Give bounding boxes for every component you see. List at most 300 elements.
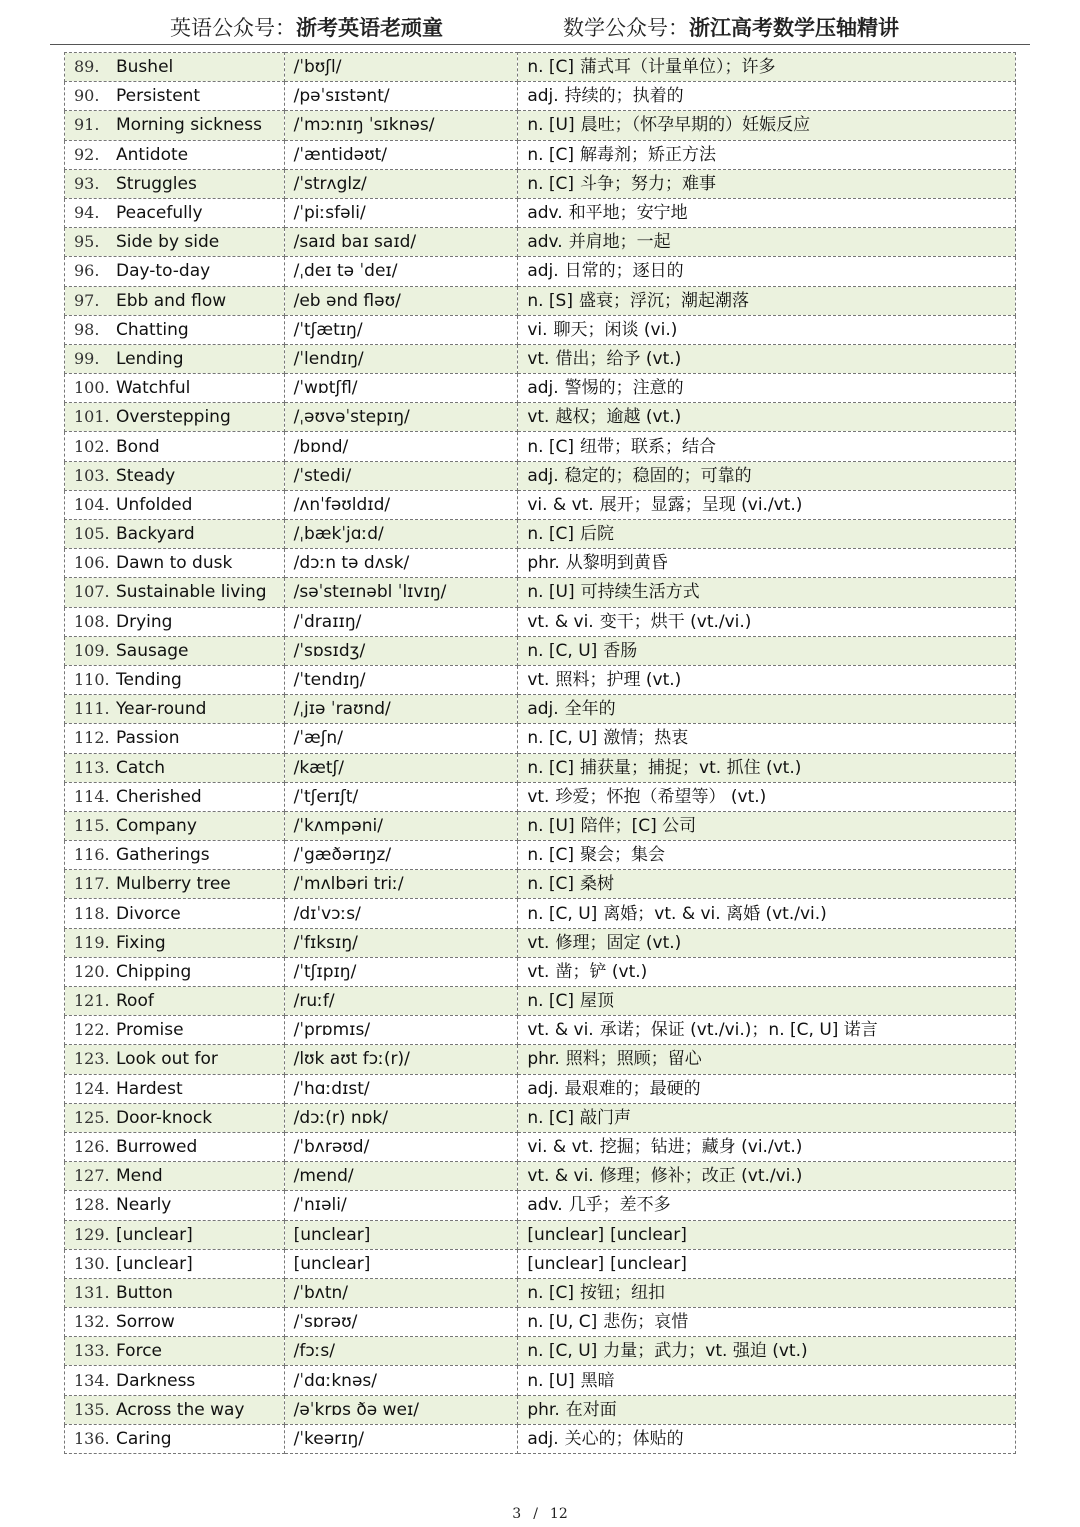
entry-number: 97. <box>74 290 100 310</box>
meaning-cell <box>518 1045 1016 1074</box>
phonetic-text: /ˈprɒmɪs/ <box>293 1020 371 1041</box>
part-of-speech: n. [S] <box>527 290 573 311</box>
phonetic-text: /ˈhɑːdɪst/ <box>293 1078 370 1099</box>
phonetic-cell <box>284 169 518 198</box>
word-cell <box>65 695 285 724</box>
entry-number: 131. <box>74 1282 110 1302</box>
vocab-row <box>65 899 1016 928</box>
word-text: Tending <box>116 670 182 691</box>
part-of-speech: phr. <box>527 1049 560 1070</box>
phonetic-cell <box>284 928 518 957</box>
part-of-speech: n. [C] <box>527 874 575 895</box>
vocab-row <box>65 1132 1016 1161</box>
part-of-speech: adv. <box>527 203 563 224</box>
meaning-text: 离婚；vt. & vi. 离婚 (vt./vi.) <box>603 903 827 924</box>
phonetic-text: /ˈsɒrəʊ/ <box>293 1312 358 1333</box>
meaning-text: 捕获量；捕捉；vt. 抓住 (vt.) <box>580 757 802 778</box>
english-account-name: 浙考英语老顽童 <box>296 16 443 40</box>
meaning-text: 力量；武力；vt. 强迫 (vt.) <box>603 1341 808 1362</box>
phonetic-text: /ˈtendɪŋ/ <box>293 670 366 691</box>
meaning-text: 照料；护理 (vt.) <box>555 670 682 691</box>
meaning-text: 从黎明到黄昏 <box>565 553 668 574</box>
phonetic-text: /səˈsteɪnəbl ˈlɪvɪŋ/ <box>293 582 447 603</box>
meaning-cell <box>518 695 1016 724</box>
phonetic-text: /saɪd baɪ saɪd/ <box>293 232 417 253</box>
word-cell <box>65 169 285 198</box>
part-of-speech: vi. <box>527 319 548 340</box>
entry-number: 107. <box>74 582 110 602</box>
meaning-cell <box>518 169 1016 198</box>
meaning-cell <box>518 899 1016 928</box>
meaning-text: 敲门声 <box>580 1107 632 1128</box>
word-text: Steady <box>116 465 176 486</box>
word-text: Dawn to dusk <box>116 553 233 574</box>
phonetic-text: /ˈwɒtʃfl/ <box>293 378 358 399</box>
vocab-row <box>65 1337 1016 1366</box>
vocab-row <box>65 1424 1016 1453</box>
part-of-speech: vt. & vi. <box>527 1020 594 1041</box>
part-of-speech: adj. <box>527 465 559 486</box>
word-text: Overstepping <box>116 407 231 428</box>
word-cell <box>65 841 285 870</box>
word-text: Look out for <box>116 1049 218 1070</box>
phonetic-cell <box>284 198 518 227</box>
meaning-text: 聊天；闲谈 (vi.) <box>553 319 678 340</box>
phonetic-cell <box>284 665 518 694</box>
meaning-text: 持续的；执着的 <box>564 86 684 107</box>
phonetic-cell <box>284 1366 518 1395</box>
word-text: Bushel <box>116 57 174 78</box>
meaning-text: 在对面 <box>565 1399 617 1420</box>
phonetic-text: /ˈkeərɪŋ/ <box>293 1428 364 1449</box>
part-of-speech: adj. <box>527 1428 559 1449</box>
part-of-speech: adj. <box>527 699 559 720</box>
math-account-label: 数学公众号：浙江高考数学压轴精讲 <box>563 16 899 40</box>
meaning-text: 桑树 <box>580 874 615 895</box>
entry-number: 95. <box>74 232 100 252</box>
vocab-row <box>65 82 1016 111</box>
phonetic-cell <box>284 1424 518 1453</box>
part-of-speech: n. [U] <box>527 815 575 836</box>
vocab-row <box>65 1220 1016 1249</box>
meaning-cell <box>518 987 1016 1016</box>
word-text: Chipping <box>116 961 192 982</box>
word-text: Day-to-day <box>116 261 211 282</box>
vocab-row <box>65 520 1016 549</box>
word-cell <box>65 53 285 82</box>
phonetic-text: /ˈgæðərɪŋz/ <box>293 845 392 866</box>
word-cell <box>65 1308 285 1337</box>
word-text: Door-knock <box>116 1107 213 1128</box>
word-cell <box>65 753 285 782</box>
meaning-cell <box>518 928 1016 957</box>
phonetic-cell <box>284 82 518 111</box>
phonetic-text: /ˌjɪə ˈraʊnd/ <box>293 699 391 720</box>
meaning-cell <box>518 1132 1016 1161</box>
vocab-row <box>65 1074 1016 1103</box>
meaning-cell <box>518 1191 1016 1220</box>
vocab-row <box>65 111 1016 140</box>
entry-number: 108. <box>74 611 110 631</box>
meaning-text: 挖掘；钻进；藏身 (vi./vt.) <box>599 1137 803 1158</box>
phonetic-text: /kætʃ/ <box>293 757 344 778</box>
vocab-row <box>65 1016 1016 1045</box>
phonetic-cell <box>284 111 518 140</box>
meaning-cell <box>518 461 1016 490</box>
vocab-row <box>65 957 1016 986</box>
entry-number: 132. <box>74 1312 110 1332</box>
phonetic-text: /mend/ <box>293 1166 354 1187</box>
phonetic-text: /ʌnˈfəʊldɪd/ <box>293 494 391 515</box>
part-of-speech: vt. & vi. <box>527 1166 594 1187</box>
word-text: Ebb and flow <box>116 290 227 311</box>
phonetic-text: /ˈdɑːknəs/ <box>293 1370 377 1391</box>
meaning-cell <box>518 1162 1016 1191</box>
part-of-speech: n. [C] <box>527 845 575 866</box>
part-of-speech: n. [U, C] <box>527 1312 598 1333</box>
vocab-row <box>65 315 1016 344</box>
word-cell <box>65 82 285 111</box>
part-of-speech: n. [C, U] <box>527 728 598 749</box>
vocab-row <box>65 987 1016 1016</box>
meaning-cell <box>518 198 1016 227</box>
vocab-row <box>65 169 1016 198</box>
word-text: Backyard <box>116 524 195 545</box>
entry-number: 118. <box>74 903 110 923</box>
vocab-row <box>65 870 1016 899</box>
phonetic-text: /ˈpiːsfəli/ <box>293 203 366 224</box>
word-text: Unfolded <box>116 494 193 515</box>
part-of-speech: vt. <box>527 348 550 369</box>
meaning-cell <box>518 432 1016 461</box>
phonetic-text: /pəˈsɪstənt/ <box>293 86 390 107</box>
word-text: Across the way <box>116 1399 245 1420</box>
meaning-cell <box>518 841 1016 870</box>
meaning-text: [unclear] <box>610 1253 687 1274</box>
part-of-speech: n. [C] <box>527 991 575 1012</box>
phonetic-cell <box>284 987 518 1016</box>
meaning-text: 后院 <box>580 524 615 545</box>
word-text: Lending <box>116 348 184 369</box>
phonetic-cell <box>284 257 518 286</box>
phonetic-cell <box>284 140 518 169</box>
vocab-row <box>65 1191 1016 1220</box>
phonetic-cell <box>284 374 518 403</box>
meaning-cell <box>518 53 1016 82</box>
word-text: Darkness <box>116 1370 196 1391</box>
phonetic-text: /ˈlendɪŋ/ <box>293 348 364 369</box>
entry-number: 94. <box>74 203 100 223</box>
meaning-text: 屋顶 <box>580 991 615 1012</box>
meaning-cell <box>518 1308 1016 1337</box>
word-text: Chatting <box>116 319 189 340</box>
meaning-text: 关心的；体贴的 <box>564 1428 684 1449</box>
phonetic-text: /ruːf/ <box>293 991 335 1012</box>
part-of-speech: vi. & vt. <box>527 1137 594 1158</box>
phonetic-text: /ˈsɒsɪdʒ/ <box>293 640 366 661</box>
part-of-speech: n. [C] <box>527 57 575 78</box>
word-text: Roof <box>116 991 154 1012</box>
meaning-cell <box>518 1074 1016 1103</box>
word-cell <box>65 899 285 928</box>
entry-number: 112. <box>74 728 110 748</box>
meaning-text: 黑暗 <box>580 1370 615 1391</box>
part-of-speech: phr. <box>527 553 560 574</box>
vocab-row <box>65 374 1016 403</box>
word-text: Persistent <box>116 86 201 107</box>
part-of-speech: n. [C] <box>527 1107 575 1128</box>
entry-number: 125. <box>74 1107 110 1127</box>
word-cell <box>65 1249 285 1278</box>
phonetic-cell <box>284 1016 518 1045</box>
word-text: Cherished <box>116 786 202 807</box>
phonetic-text: /ˈfɪksɪŋ/ <box>293 932 358 953</box>
phonetic-text: /bɒnd/ <box>293 436 349 457</box>
word-text: Watchful <box>116 378 191 399</box>
entry-number: 114. <box>74 786 110 806</box>
word-cell <box>65 665 285 694</box>
word-text: Mulberry tree <box>116 874 231 895</box>
phonetic-cell <box>284 1074 518 1103</box>
entry-number: 106. <box>74 553 110 573</box>
entry-number: 110. <box>74 670 110 690</box>
vocab-row <box>65 53 1016 82</box>
meaning-text: 聚会；集会 <box>580 845 666 866</box>
phonetic-cell <box>284 1045 518 1074</box>
meaning-text: 凿；铲 (vt.) <box>555 961 648 982</box>
phonetic-text: /dɔːn tə dʌsk/ <box>293 553 410 574</box>
word-text: Drying <box>116 611 173 632</box>
phonetic-cell <box>284 724 518 753</box>
meaning-text: 和平地；安宁地 <box>568 203 688 224</box>
phonetic-cell <box>284 957 518 986</box>
meaning-text: 变干；烘干 (vt./vi.) <box>599 611 752 632</box>
entry-number: 128. <box>74 1195 110 1215</box>
meaning-cell <box>518 228 1016 257</box>
part-of-speech: n. [C] <box>527 144 575 165</box>
word-cell <box>65 870 285 899</box>
meaning-text: 解毒剂；矫正方法 <box>580 144 717 165</box>
word-cell <box>65 520 285 549</box>
phonetic-text: [unclear] <box>293 1253 371 1274</box>
meaning-text: 稳定的；稳固的；可靠的 <box>564 465 752 486</box>
meaning-text: 陪伴；[C] 公司 <box>580 815 697 836</box>
word-text: Button <box>116 1282 173 1303</box>
vocab-row <box>65 549 1016 578</box>
word-cell <box>65 1220 285 1249</box>
phonetic-cell <box>284 870 518 899</box>
phonetic-text: /ˈbʊʃl/ <box>293 57 342 78</box>
word-cell <box>65 228 285 257</box>
phonetic-text: /ˈtʃætɪŋ/ <box>293 319 363 340</box>
word-cell <box>65 1191 285 1220</box>
phonetic-text: /fɔːs/ <box>293 1341 335 1362</box>
entry-number: 100. <box>74 378 110 398</box>
part-of-speech: n. [U] <box>527 582 575 603</box>
entry-number: 109. <box>74 640 110 660</box>
part-of-speech: vt. <box>527 961 550 982</box>
entry-number: 101. <box>74 407 110 427</box>
phonetic-cell <box>284 432 518 461</box>
entry-number: 104. <box>74 494 110 514</box>
part-of-speech: adj. <box>527 261 559 282</box>
meaning-text: 越权；逾越 (vt.) <box>555 407 682 428</box>
entry-number: 133. <box>74 1341 110 1361</box>
part-of-speech: vt. <box>527 786 550 807</box>
meaning-cell <box>518 636 1016 665</box>
meaning-text: 珍爱；怀抱（希望等） (vt.) <box>555 786 767 807</box>
word-cell <box>65 315 285 344</box>
meaning-cell <box>518 1220 1016 1249</box>
total-pages: 12 <box>549 1506 568 1522</box>
vocabulary-table-body <box>65 53 1016 1454</box>
vocab-row <box>65 490 1016 519</box>
entry-number: 116. <box>74 845 110 865</box>
word-text: [unclear] <box>116 1224 193 1245</box>
phonetic-cell <box>284 490 518 519</box>
meaning-text: 最艰难的；最硬的 <box>564 1078 701 1099</box>
vocab-row <box>65 753 1016 782</box>
phonetic-cell <box>284 1191 518 1220</box>
meaning-cell <box>518 315 1016 344</box>
vocab-row <box>65 695 1016 724</box>
word-text: Burrowed <box>116 1137 198 1158</box>
word-cell <box>65 403 285 432</box>
meaning-text: [unclear] <box>610 1224 687 1245</box>
phonetic-text: /ˌəʊvəˈstepɪŋ/ <box>293 407 410 428</box>
word-text: Sorrow <box>116 1312 175 1333</box>
phonetic-text: [unclear] <box>293 1224 371 1245</box>
part-of-speech: adj. <box>527 378 559 399</box>
vocab-row <box>65 1045 1016 1074</box>
phonetic-text: /dɔː(r) nɒk/ <box>293 1107 388 1128</box>
word-text: Company <box>116 815 197 836</box>
word-cell <box>65 928 285 957</box>
word-cell <box>65 1395 285 1424</box>
meaning-text: 全年的 <box>564 699 616 720</box>
part-of-speech: adv. <box>527 1195 563 1216</box>
entry-number: 124. <box>74 1078 110 1098</box>
word-cell <box>65 140 285 169</box>
phonetic-text: /ˈkʌmpəni/ <box>293 815 383 836</box>
part-of-speech: n. [C] <box>527 436 575 457</box>
meaning-cell <box>518 724 1016 753</box>
phonetic-cell <box>284 228 518 257</box>
entry-number: 102. <box>74 436 110 456</box>
word-cell <box>65 286 285 315</box>
phonetic-cell <box>284 841 518 870</box>
word-cell <box>65 636 285 665</box>
meaning-text: 激情；热衷 <box>603 728 689 749</box>
word-cell <box>65 432 285 461</box>
entry-number: 134. <box>74 1370 110 1390</box>
meaning-cell <box>518 1337 1016 1366</box>
entry-number: 121. <box>74 991 110 1011</box>
word-cell <box>65 1074 285 1103</box>
word-text: Caring <box>116 1428 172 1449</box>
meaning-text: 几乎；差不多 <box>568 1195 671 1216</box>
phonetic-cell <box>284 753 518 782</box>
phonetic-cell <box>284 1132 518 1161</box>
word-text: Side by side <box>116 232 220 253</box>
phonetic-text: /ˈtʃerɪʃt/ <box>293 786 359 807</box>
part-of-speech: n. [U] <box>527 1370 575 1391</box>
phonetic-cell <box>284 636 518 665</box>
meaning-text: 蒲式耳（计量单位）；许多 <box>580 57 776 78</box>
entry-number: 135. <box>74 1399 110 1419</box>
vocab-row <box>65 928 1016 957</box>
word-cell <box>65 1016 285 1045</box>
entry-number: 127. <box>74 1166 110 1186</box>
meaning-cell <box>518 1366 1016 1395</box>
meaning-text: 修理；固定 (vt.) <box>555 932 682 953</box>
vocab-row <box>65 461 1016 490</box>
phonetic-cell <box>284 315 518 344</box>
part-of-speech: vt. <box>527 407 550 428</box>
word-text: Mend <box>116 1166 163 1187</box>
phonetic-text: /ˈstedi/ <box>293 465 352 486</box>
phonetic-text: /ˈæʃn/ <box>293 728 343 749</box>
entry-number: 115. <box>74 815 110 835</box>
vocab-row <box>65 665 1016 694</box>
phonetic-text: /lʊk aʊt fɔː(r)/ <box>293 1049 410 1070</box>
phonetic-cell <box>284 286 518 315</box>
phonetic-cell <box>284 1103 518 1132</box>
vocab-row <box>65 1162 1016 1191</box>
meaning-text: 并肩地；一起 <box>568 232 671 253</box>
meaning-cell <box>518 111 1016 140</box>
word-text: Gatherings <box>116 845 210 866</box>
part-of-speech: n. [C] <box>527 757 575 778</box>
meaning-text: 展开；显露；呈现 (vi./vt.) <box>599 494 803 515</box>
phonetic-text: /ˈbʌrəʊd/ <box>293 1137 370 1158</box>
vocab-row <box>65 841 1016 870</box>
phonetic-cell <box>284 607 518 636</box>
word-text: Bond <box>116 436 160 457</box>
word-cell <box>65 1424 285 1453</box>
entry-number: 113. <box>74 757 110 777</box>
phonetic-text: /ˈtʃɪpɪŋ/ <box>293 961 357 982</box>
part-of-speech: vt. <box>527 932 550 953</box>
vocab-row <box>65 1395 1016 1424</box>
part-of-speech: n. [C, U] <box>527 640 598 661</box>
meaning-text: 可持续生活方式 <box>580 582 700 603</box>
meaning-text: 盛衰；浮沉；潮起潮落 <box>578 290 749 311</box>
word-cell <box>65 607 285 636</box>
meaning-cell <box>518 344 1016 373</box>
phonetic-cell <box>284 461 518 490</box>
part-of-speech: vt. <box>527 670 550 691</box>
page-separator: / <box>533 1506 538 1522</box>
part-of-speech: adj. <box>527 1078 559 1099</box>
phonetic-cell <box>284 1395 518 1424</box>
meaning-text: 斗争；努力；难事 <box>580 173 717 194</box>
vocab-row <box>65 1103 1016 1132</box>
word-cell <box>65 490 285 519</box>
entry-number: 119. <box>74 932 110 952</box>
phonetic-text: /ˈbʌtn/ <box>293 1282 349 1303</box>
part-of-speech: n. [C] <box>527 524 575 545</box>
meaning-cell <box>518 870 1016 899</box>
phonetic-text: /dɪˈvɔːs/ <box>293 903 361 924</box>
word-cell <box>65 549 285 578</box>
entry-number: 90. <box>74 86 100 106</box>
meaning-cell <box>518 782 1016 811</box>
word-text: Peacefully <box>116 203 203 224</box>
entry-number: 93. <box>74 173 100 193</box>
word-text: Hardest <box>116 1078 183 1099</box>
word-text: Sustainable living <box>116 582 267 603</box>
